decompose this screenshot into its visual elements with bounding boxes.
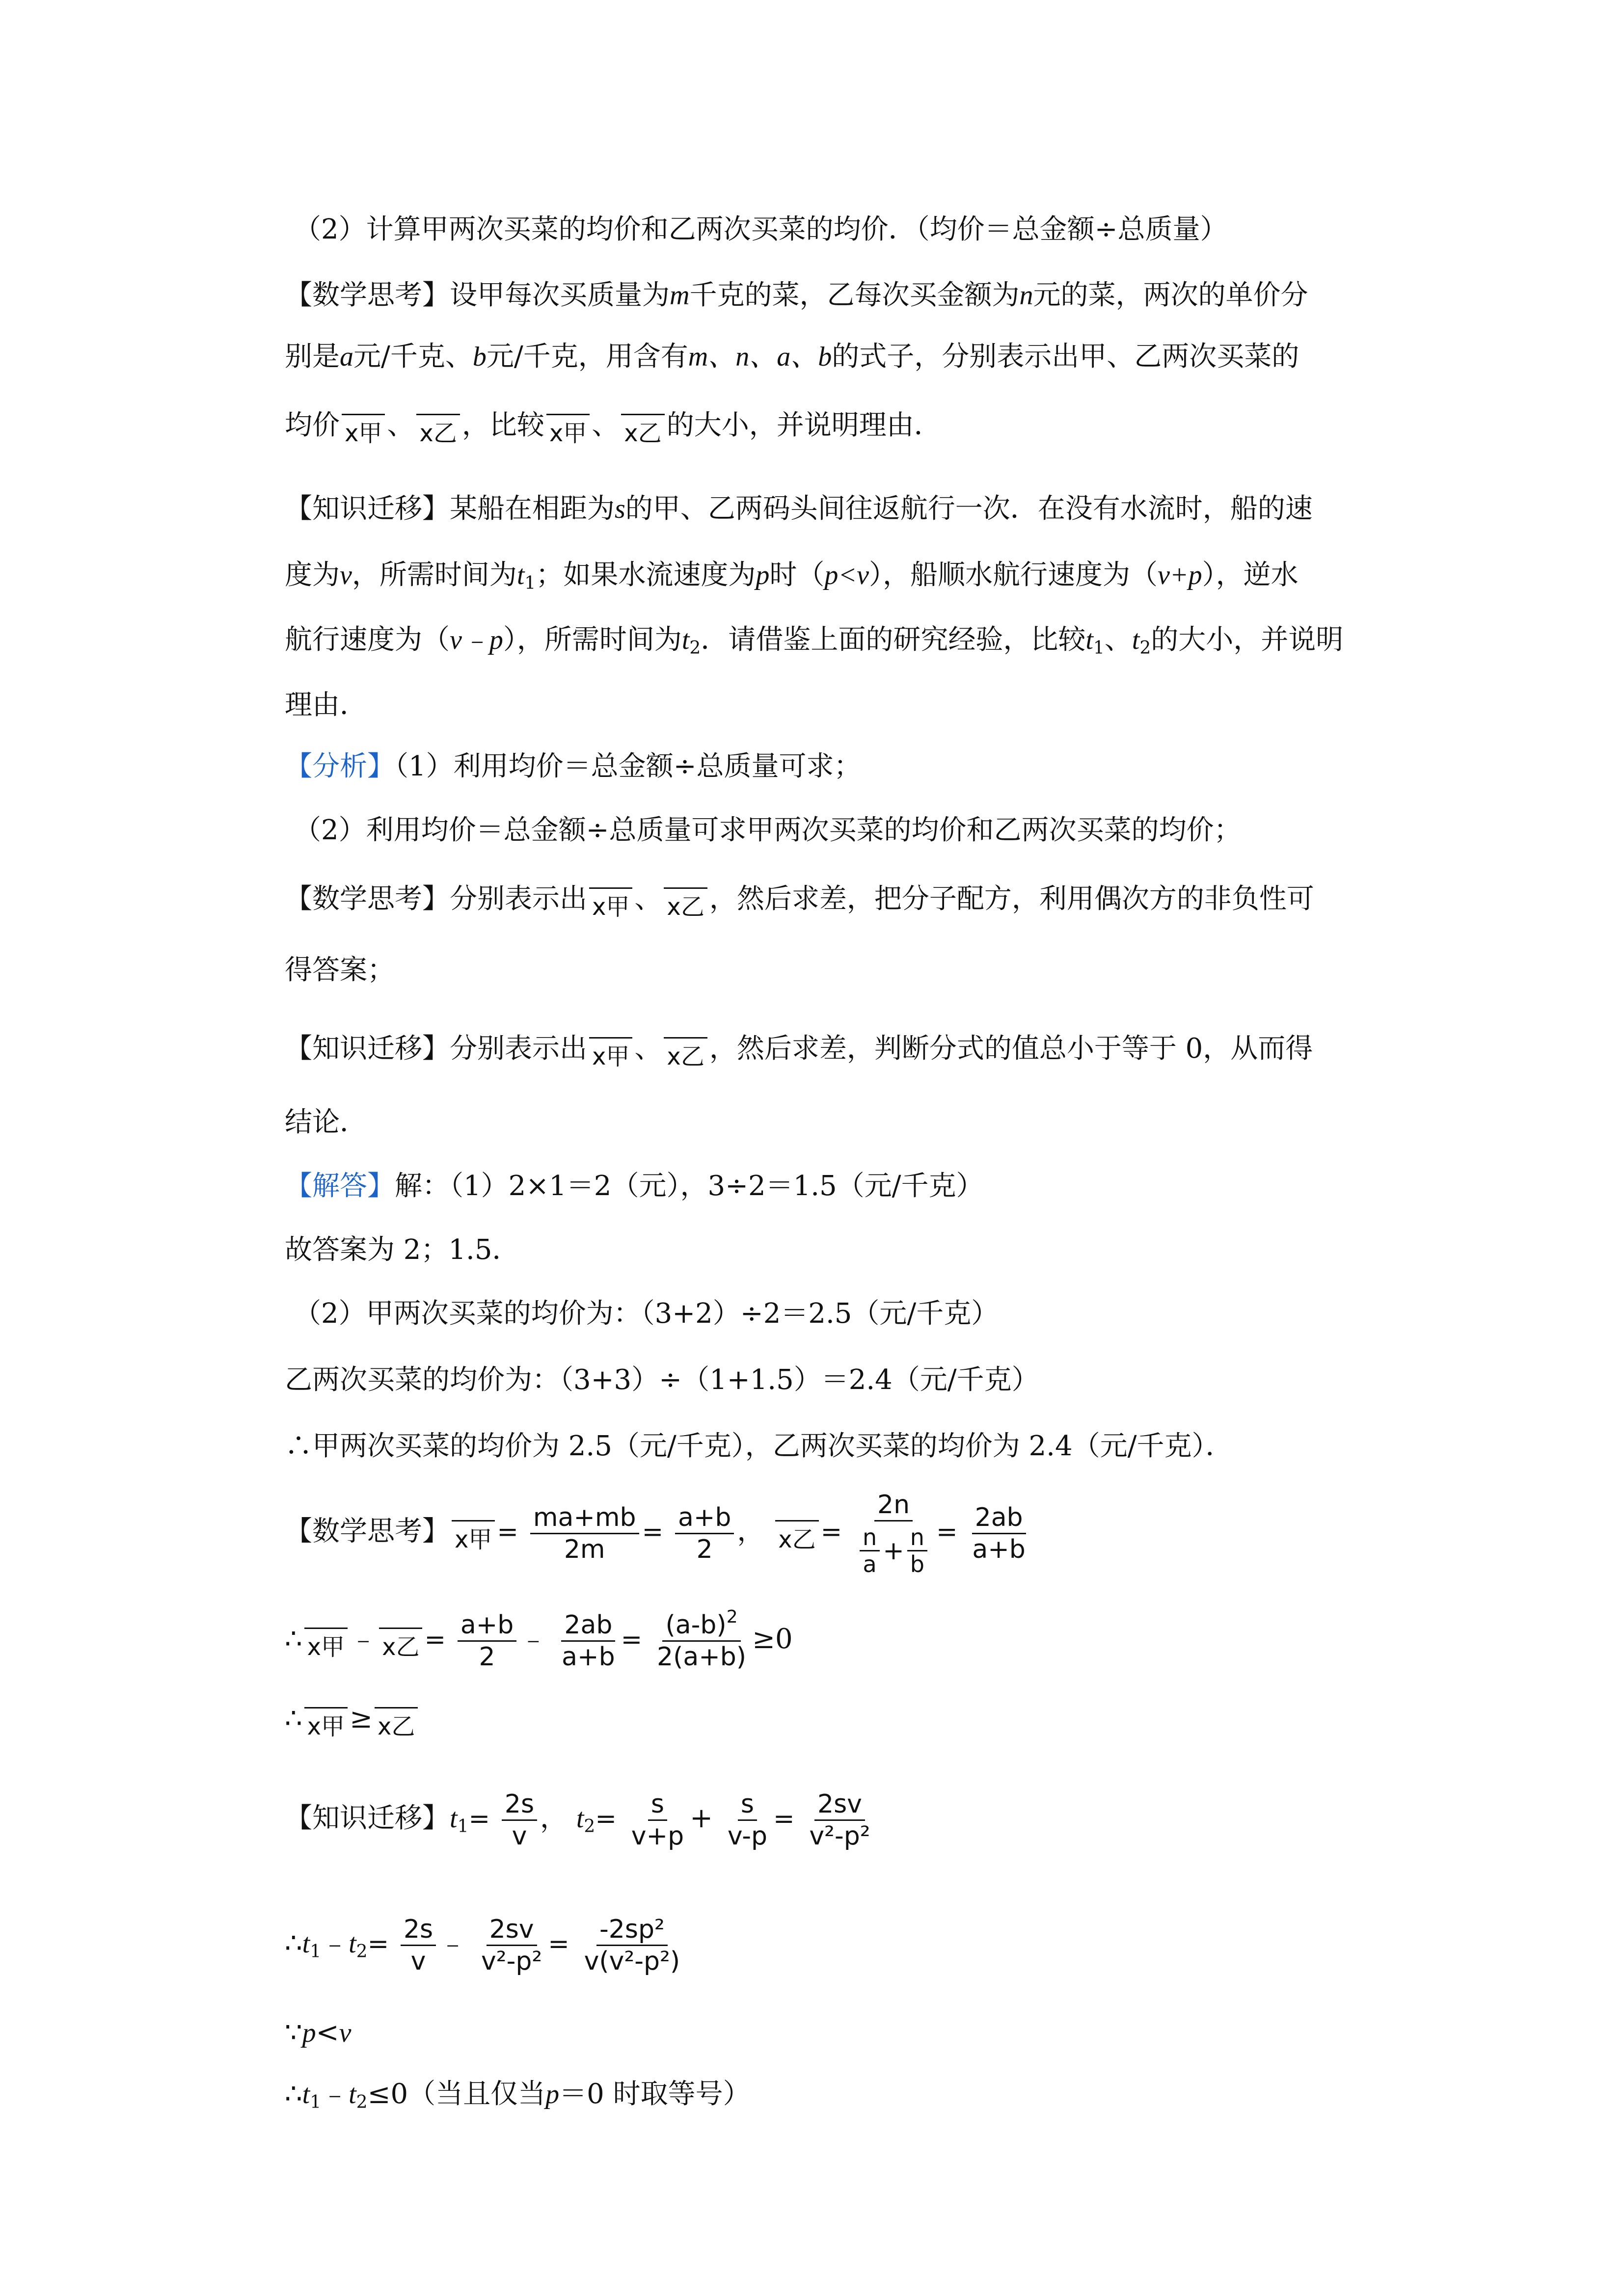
xbar-jia: x甲	[589, 1036, 632, 1070]
xbar-jia: x甲	[342, 413, 385, 447]
transfer-line-3: 航行速度为（v﹣p），所需时间为$t_2$．请借鉴上面的研究经验，比较$t_1$、$t_2$的大小，并说明	[285, 624, 1344, 658]
fraction: $\frac{ma+mb}{2m}$	[530, 1502, 639, 1565]
solution-line-1: 【解答】解：（1）2×1＝2（元），3÷2＝1.5（元/千克）	[285, 1170, 984, 1202]
xbar-jia: x甲	[546, 413, 590, 447]
think-solution-formula: 【数学思考】 x甲 = $\frac{ma+mb}{2m}$ = $\frac{a+b}{2}$ ， x乙 = 2n $\frac{n}{a}$ + $\frac{n}{b}$ = $\frac{2ab}{a+b}$	[285, 1490, 1031, 1577]
complex-fraction: 2n $\frac{n}{a}$ + $\frac{n}{b}$	[854, 1490, 933, 1577]
transfer-line-4: 理由．	[285, 689, 367, 721]
xbar-yi: x乙	[621, 413, 664, 447]
xbar-yi: x乙	[416, 413, 460, 447]
fraction: $\frac{a+b}{2}$	[675, 1502, 734, 1565]
xbar-yi: x乙	[664, 1036, 707, 1070]
solution-line-4: 乙两次买菜的均价为：（3+3）÷（1+1.5）＝2.4（元/千克）	[285, 1364, 1039, 1396]
analysis-transfer: 【知识迁移】分别表示出 x甲 、 x乙 ，然后求差，判断分式的值总小于等于 0，从而得	[285, 1033, 1313, 1070]
transfer-line-1: 【知识迁移】某船在相距为s的甲、乙两码头间往返航行一次．在没有水流时，船的速	[285, 493, 1313, 525]
fraction: $\frac{2ab}{a+b}$	[972, 1502, 1026, 1564]
analysis-think: 【数学思考】分别表示出 x甲 、 x乙 ，然后求差，把分子配方，利用偶次方的非负性可	[285, 883, 1314, 921]
solution-line-3: （2）甲两次买菜的均价为：（3+2）÷2＝2.5（元/千克）	[294, 1298, 999, 1330]
think-line-3: 均价 x甲 、 x乙 ，比较 x甲 、 x乙 的大小，并说明理由．	[285, 409, 942, 447]
time-difference-formula: $\therefore t_1﹣t_2=$ $\frac{2s}{v}$ ﹣ $\frac{2sv}{\text{v²-p²}}$ = $\frac{\text{-2sp²}}{\text{v(v²-p²)}}$	[285, 1915, 680, 1976]
think-tag: 【数学思考】	[285, 279, 450, 311]
solution-line-2: 故答案为 2；1.5．	[285, 1234, 520, 1266]
condition-p-lt-v: ∵p<v	[285, 2017, 352, 2049]
think-line-2: 别是a元/千克、b元/千克，用含有m、n、a、b的式子，分别表示出甲、乙两次买菜的	[285, 341, 1299, 373]
analysis-think-end: 得答案；	[285, 954, 395, 986]
analysis-tag: 【分析】	[285, 750, 395, 782]
final-conclusion: $\therefore t_1﹣t_2\le 0$（当且仅当p＝0 时取等号）	[285, 2078, 751, 2112]
compare-result: ∴ x甲 ≥ x乙	[285, 1703, 420, 1740]
analysis-transfer-end: 结论．	[285, 1106, 367, 1138]
transfer-tag: 【知识迁移】	[285, 493, 450, 525]
xbar-yi: x乙	[664, 886, 707, 921]
question-2: （2）计算甲两次买菜的均价和乙两次买菜的均价．（均价＝总金额÷总质量）	[294, 214, 1228, 245]
solution-tag: 【解答】	[285, 1170, 395, 1202]
difference-formula: ∴ x甲 ﹣ x乙 = $\frac{a+b}{2}$ ﹣ $\frac{2ab}{a+b}$ = $\frac{(a-b)^2}{2(a+b)}$ ≥0	[285, 1607, 793, 1672]
transfer-solution-formula: 【知识迁移】$t_1=$ $\frac{2s}{v}$ ， $t_2=$ $\frac{s}{v+p}$ + $\frac{s}{v-p}$ = $\frac{2sv}{\text{v²-p²}}$	[285, 1789, 870, 1851]
solution-line-5: ∴甲两次买菜的均价为 2.5（元/千克），乙两次买菜的均价为 2.4（元/千克）．	[285, 1430, 1233, 1462]
think-line-1: 【数学思考】设甲每次买质量为m千克的菜，乙每次买金额为n元的菜，两次的单价分	[285, 279, 1308, 311]
analysis-line-1: 【分析】（1）利用均价＝总金额÷总质量可求；	[285, 750, 862, 782]
analysis-line-2: （2）利用均价＝总金额÷总质量可求甲两次买菜的均价和乙两次买菜的均价；	[294, 814, 1242, 846]
xbar-jia: x甲	[589, 886, 632, 921]
transfer-line-2: 度为v，所需时间为$t_1$；如果水流速度为p时（p<v），船顺水航行速度为（v+p），逆水	[285, 559, 1299, 593]
